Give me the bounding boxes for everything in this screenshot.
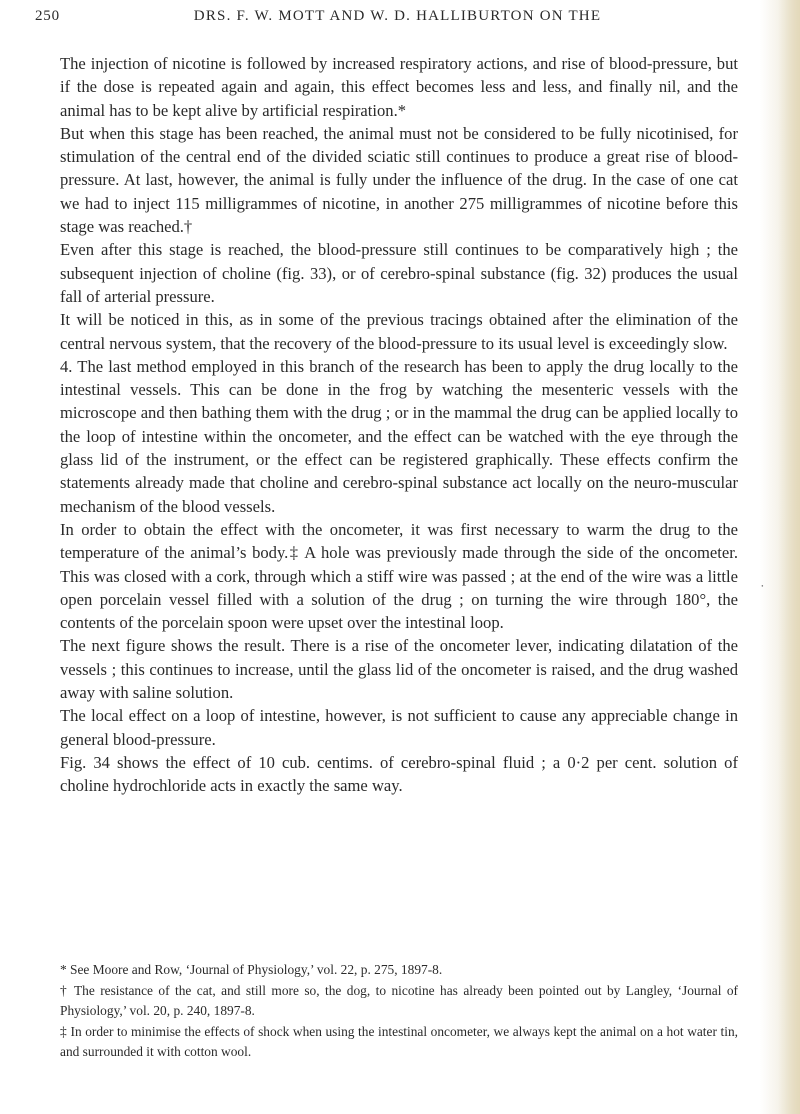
page-edge-stain (778, 0, 800, 1114)
paragraph: The next figure shows the result. There is a rise of the oncometer lever, indicating dilatation of the vessels ; this continues to increase, until the glass lid of the oncometer is raised, and the drug washed away with saline solution. (60, 636, 738, 703)
footnote: † The resistance of the cat, and still more so, the dog, to nicotine has already been pointed out by Langley, ‘Journal of Physiology,’ vol. 20, p. 240, 1897-8. (60, 982, 738, 1018)
page-header (35, 8, 740, 32)
paragraph: But when this stage has been reached, the animal must not be considered to be fully nicotinised, for stimulation of the central end of the divided sciatic still continues to produce a great rise of blood-pressure. At last, however, the animal is fully under the influence of the drug. In the case of one cat we had to inject 115 milligrammes of nicotine, in another 275 milligrammes of nicotine before this stage was reached.† (60, 123, 738, 237)
paragraph: The local effect on a loop of intestine, however, is not sufficient to cause any appreciable change in general blood-pressure. (60, 706, 738, 749)
footnote: ‡ In order to minimise the effects of shock when using the intestinal oncometer, we always kept the animal on a hot water tin, and surrounded it with cotton wool. (60, 1023, 738, 1059)
paragraph: It will be noticed in this, as in some of the previous tracings obtained after the elimination of the central nervous system, that the recovery of the blood-pressure to its usual level is exceedingly slow. (60, 310, 738, 353)
paragraph: 4. The last method employed in this branch of the research has been to apply the drug locally to the intestinal vessels. This can be done in the frog by watching the mesenteric vessels with the microscope and then bathing them with the drug ; or in the mammal the drug can be applied locally to the loop of intestine within the oncometer, and the effect can be watched with the eye through the glass lid of the instrument, or the effect can be registered graphically. These effects confirm the statements already made that choline and cerebro-spinal substance act locally on the neuro-muscular mechanism of the blood vessels. (60, 356, 738, 516)
footnote: * See Moore and Row, ‘Journal of Physiology,’ vol. 22, p. 275, 1897-8. (60, 962, 443, 977)
footnotes (60, 960, 738, 1063)
margin-mark: ⸳ (760, 577, 764, 591)
paragraph: The injection of nicotine is followed by increased respiratory actions, and rise of blood-pressure, but if the dose is repeated again and again, this effect becomes less and less, and finally nil, and the animal has to be kept alive by artificial respiration.* (60, 54, 738, 120)
paragraph: Fig. 34 shows the effect of 10 cub. centims. of cerebro-spinal fluid ; a 0·2 per cent. solution of choline hydrochloride acts in exactly the same way. (60, 752, 738, 796)
paragraph: In order to obtain the effect with the oncometer, it was first necessary to warm the drug to the temperature of the animal’s body.‡ A hole was previously made through the side of the oncometer. This was closed with a cork, through which a stiff wire was passed ; at the end of the wire was a little open porcelain vessel filled with a solution of the drug ; on turning the wire through 180°, the contents of the porcelain spoon were upset over the intestinal loop. (60, 519, 738, 633)
page-number: 250 (35, 8, 60, 24)
running-head: DRS. F. W. MOTT AND W. D. HALLIBURTON ON THE (193, 8, 602, 24)
paragraph: Even after this stage is reached, the blood-pressure still continues to be comparatively high ; the subsequent injection of choline (fig. 33), or of cerebro-spinal substance (fig. 32) produces the usual fall of arterial pressure. (60, 240, 738, 306)
body-text (60, 52, 738, 798)
